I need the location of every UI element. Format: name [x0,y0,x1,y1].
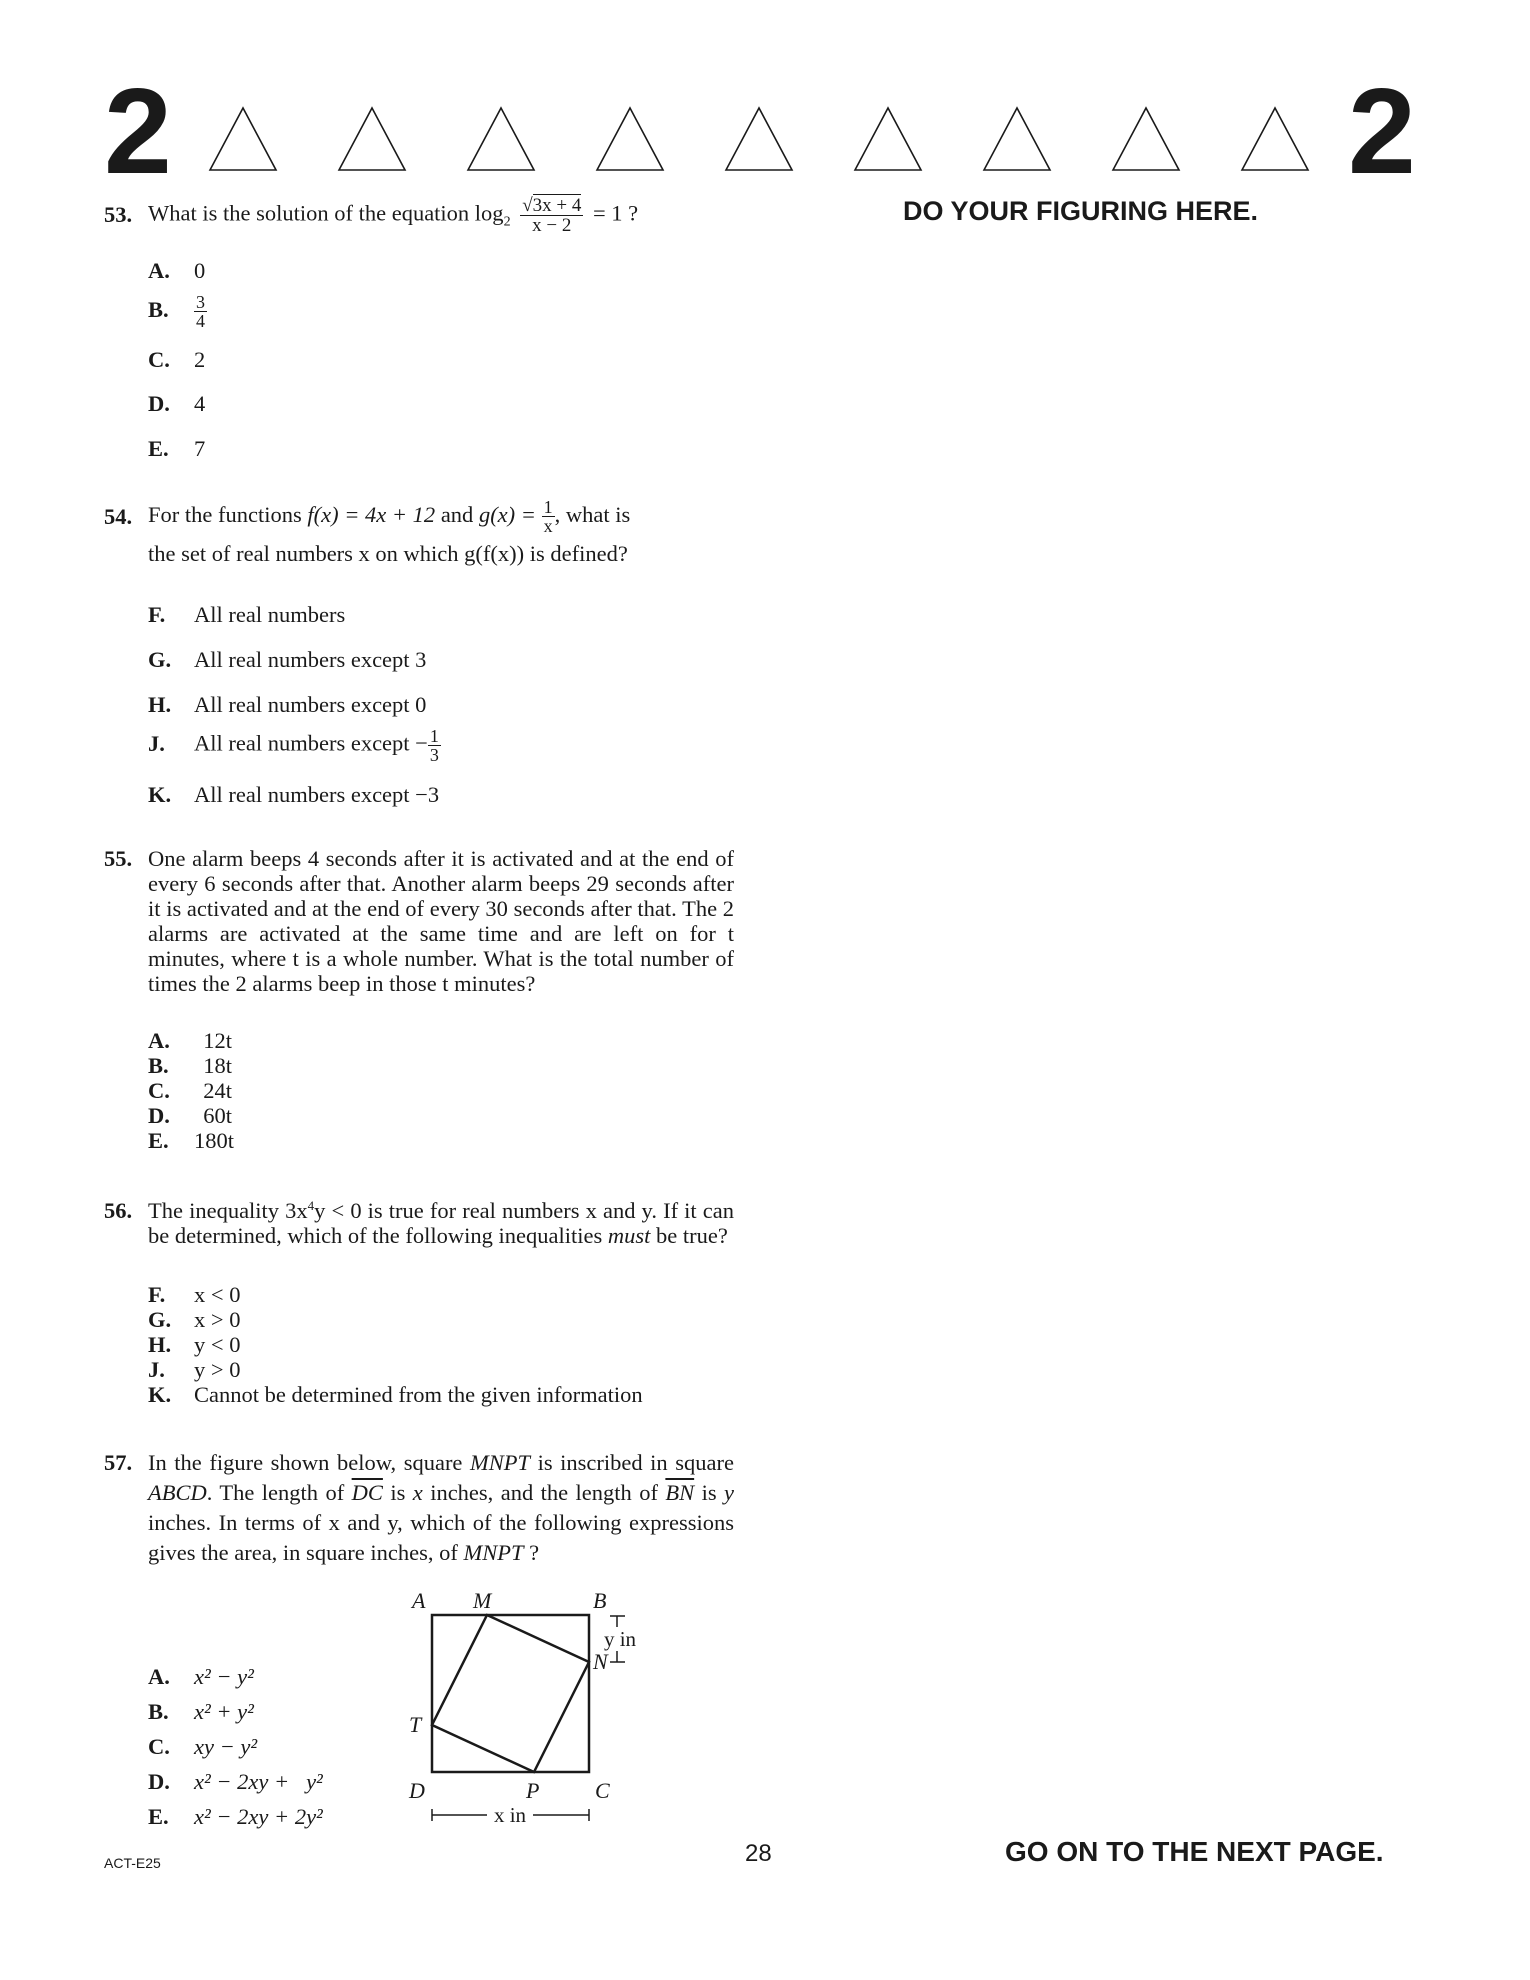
option-value: All real numbers except 0 [194,692,427,717]
option-letter: B. [148,1699,169,1724]
question-54 [104,497,734,807]
question-text-part: inches, and the length of [422,1480,666,1505]
question-text-part: = 1 ? [592,200,639,226]
option-value: All real numbers [194,602,346,627]
option-value: x < 0 [194,1282,241,1307]
section-number-right: 2 [1348,63,1416,199]
option-g[interactable] [148,645,426,675]
triangle-icon [597,108,663,170]
fraction-numerator: 1 [543,497,553,518]
option-value: All real numbers except 3 [194,647,427,672]
question-text [148,496,734,573]
page-number: 28 [745,1840,772,1867]
function-f: f(x) = 4x + 12 [307,502,436,527]
triangle-row [196,100,1330,180]
fraction-denominator: x [543,516,553,537]
question-text [148,1198,734,1248]
label-n: N [593,1649,608,1674]
g-fraction [542,498,555,535]
label-p: P [526,1778,540,1803]
option-value: 60t [203,1103,232,1128]
question-text: One alarm beeps 4 seconds after it is activated and at the end of every 6 seconds after that. Another alarm beeps 29 seconds after it is activated and at the end of every 30 seconds after that. The 2 alarms are activated at the same time and are left on for t minutes, where t is a whole number. What is the total number of times the 2 alarms beep in those t minutes? [148,846,734,996]
option-value: x² − y² [194,1664,254,1689]
option-h[interactable] [148,1332,240,1357]
question-53 [104,195,734,461]
option-e[interactable] [148,1802,323,1832]
option-j[interactable] [148,1357,240,1382]
emphasis: must [607,1223,651,1248]
option-value: 2 [194,347,206,372]
option-letter: D. [148,1769,170,1794]
option-d[interactable] [148,1103,232,1128]
option-value: 24t [203,1078,232,1103]
option-letter: K. [148,1382,172,1407]
option-b[interactable] [148,1697,254,1727]
radicand: 3x + 4 [532,195,582,216]
option-letter: K. [148,782,172,807]
option-value: 7 [194,436,206,461]
option-g[interactable] [148,1307,240,1332]
option-letter: G. [148,647,172,672]
question-text-part: ? [523,1540,540,1565]
triangle-icon [1113,108,1179,170]
option-letter: E. [148,436,169,461]
option-letter: F. [148,1282,166,1307]
question-text-part: is [382,1480,413,1505]
label-b: B [593,1588,607,1613]
option-fraction [428,727,441,764]
option-value: x² − 2xy + 2y² [194,1804,323,1829]
question-text-part: is inscribed in square [530,1450,734,1475]
page-header [0,0,1530,200]
fraction-numerator: 3 [196,292,205,312]
equation-fraction [520,196,583,235]
question-number: 53. [104,202,133,227]
option-letter: H. [148,692,172,717]
option-letter: C. [148,1078,170,1103]
question-number: 54. [104,504,133,529]
option-value: 4 [194,391,206,416]
option-letter: G. [148,1307,172,1332]
question-text-part: In the figure shown below, square [148,1450,470,1475]
question-text-part: be true? [650,1223,728,1248]
question-text-part: What is the solution of the equation log [148,200,504,226]
option-a[interactable] [148,1662,254,1692]
triangle-icon [1242,108,1308,170]
label-c: C [595,1778,610,1803]
option-f[interactable] [148,1282,240,1307]
option-letter: J. [148,1357,165,1382]
option-value: xy − y² [194,1734,258,1759]
variable-y: y [724,1480,734,1505]
question-text-part: inches. In terms of x and y, which of the following expressions gives the area, in square inches, of [148,1510,734,1565]
option-letter: A. [148,1028,170,1053]
option-d[interactable] [148,1767,323,1797]
option-value: All real numbers except −3 [194,782,440,807]
option-a[interactable] [148,256,205,286]
option-h[interactable] [148,690,426,720]
fraction-denominator: 4 [196,311,205,331]
fraction-numerator: 1 [429,726,439,746]
option-c[interactable] [148,1078,232,1103]
option-value: 180t [194,1128,235,1153]
fraction-denominator: 3 [429,745,439,765]
option-letter: J. [148,730,165,756]
outer-square [432,1615,589,1772]
option-letter: B. [148,1053,169,1078]
question-text-part: The inequality 3x [148,1198,308,1223]
option-k[interactable] [148,780,439,810]
question-number: 56. [104,1198,133,1223]
option-d[interactable] [148,389,205,419]
option-c[interactable] [148,345,205,375]
triangle-icon [210,108,276,170]
question-55 [104,846,734,1153]
option-j[interactable] [148,727,441,764]
question-text-part: . The length of [206,1480,352,1505]
question-text-part: , what is [554,502,631,527]
question-text-part: the set of real numbers x on which g(f(x)) is defined? [148,541,628,567]
function-g: g(x) = [478,502,536,527]
triangle-icon [984,108,1050,170]
triangle-icon [468,108,534,170]
option-letter: A. [148,1664,170,1689]
option-letter: B. [148,296,169,322]
option-letter: F. [148,602,166,627]
triangle-icon [726,108,792,170]
option-value: x > 0 [194,1307,241,1332]
variable-x: x [412,1480,423,1505]
option-letter: D. [148,1103,170,1128]
option-value: y < 0 [194,1332,241,1357]
triangle-icon [855,108,921,170]
option-value: 18t [203,1053,232,1078]
option-letter: E. [148,1804,169,1829]
square-figure [395,1585,675,1825]
option-e[interactable] [148,434,205,464]
option-f[interactable] [148,600,345,630]
option-value: 0 [194,258,206,283]
option-letter: D. [148,391,170,416]
section-number-left: 2 [104,63,172,199]
inner-square-name: MNPT [463,1540,524,1565]
dim-y-label: y in [603,1627,637,1651]
question-text [148,1448,734,1568]
label-m: M [473,1588,492,1613]
log-base: 2 [503,214,511,230]
go-on-label: GO ON TO THE NEXT PAGE. [1005,1836,1384,1867]
option-b[interactable] [148,293,207,330]
question-text-part: and [435,502,479,527]
option-b[interactable] [148,1053,232,1078]
option-letter: H. [148,1332,172,1357]
triangle-icon [339,108,405,170]
outer-square-name: ABCD [148,1480,207,1505]
question-number: 57. [104,1450,133,1475]
option-value: All real numbers except − [194,730,428,756]
option-letter: E. [148,1128,169,1153]
question-number: 55. [104,846,133,871]
label-d: D [409,1778,425,1803]
option-letter: C. [148,347,170,372]
label-t: T [409,1712,422,1737]
option-value: x² − 2xy + y² [194,1769,323,1794]
inner-square [432,1615,589,1772]
label-a: A [412,1588,426,1613]
option-k[interactable] [148,1382,643,1407]
segment-dc: $\overline{DC}$ [351,1480,383,1505]
segment-bn: $\overline{BN}$ [665,1480,695,1505]
dim-x-label: x in [493,1803,527,1825]
option-value: x² + y² [194,1699,254,1724]
question-text [148,196,734,235]
fraction-numerator: √3x + 4 [522,195,582,216]
fraction-denominator: x − 2 [532,215,572,236]
question-56 [104,1198,734,1407]
option-value: 12t [203,1028,232,1053]
option-a[interactable] [148,1028,232,1053]
question-57 [104,1448,734,1829]
option-letter: A. [148,258,170,283]
option-value: Cannot be determined from the given information [194,1382,643,1407]
exponent: 4 [307,1198,315,1213]
option-c[interactable] [148,1732,257,1762]
figuring-label: DO YOUR FIGURING HERE. [903,196,1259,226]
option-e[interactable] [148,1128,235,1153]
option-value: y > 0 [194,1357,241,1382]
footer-code: ACT-E25 [104,1855,161,1871]
question-text-part: y < 0 is true for real numbers x and y. If it can be determined, which of the following inequalities [148,1198,734,1248]
inner-square-name: MNPT [469,1450,530,1475]
question-text-part: is [694,1480,724,1505]
question-text-part: For the functions [148,502,308,527]
option-letter: C. [148,1734,170,1759]
option-fraction [194,293,207,330]
